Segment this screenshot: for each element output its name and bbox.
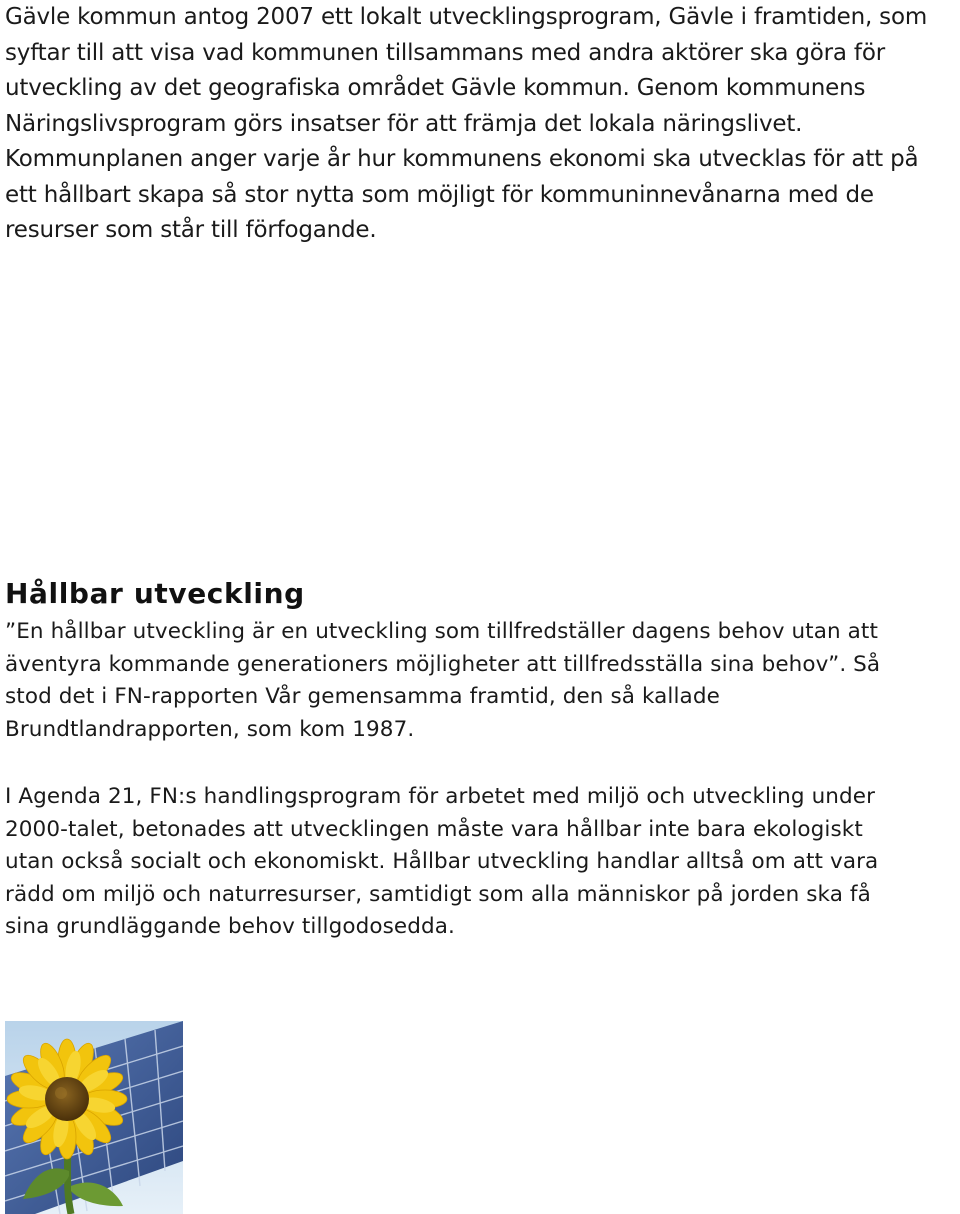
text-line: utveckling av det geografiska området Gävle kommun. Genom kommunens	[5, 75, 866, 101]
sunflower-solar-panel-image	[5, 1021, 183, 1214]
text-line: sina grundläggande behov tillgodosedda.	[5, 914, 455, 939]
text-line: utan också socialt och ekonomiskt. Hållbar utveckling handlar alltså om att vara	[5, 849, 879, 874]
text-line: ett hållbart skapa så stor nytta som möjligt för kommuninnevånarna med de	[5, 181, 874, 208]
section-heading: Hållbar utveckling	[5, 577, 305, 610]
text-line: Kommunplanen anger varje år hur kommunens ekonomi ska utvecklas för att på	[5, 146, 919, 172]
text-line: 2000-talet, betonades att utvecklingen måste vara hållbar inte bara ekologiskt	[5, 816, 863, 842]
agenda21-paragraph	[5, 781, 878, 944]
text-line: Gävle kommun antog 2007 ett lokalt utvecklingsprogram, Gävle i framtiden, som	[5, 4, 928, 30]
text-line: I Agenda 21, FN:s handlingsprogram för arbetet med miljö och utveckling under	[5, 784, 876, 809]
text-line: rädd om miljö och naturresurser, samtidigt som alla människor på jorden ska få	[5, 881, 871, 907]
text-line: ”En hållbar utveckling är en utveckling som tillfredställer dagens behov utan att	[5, 619, 878, 644]
text-line: Brundtlandrapporten, som kom 1987.	[5, 716, 415, 742]
text-line: Näringslivsprogram görs insatser för att främja det lokala näringslivet.	[5, 110, 803, 137]
brundtland-paragraph	[5, 616, 880, 746]
sunflower-center	[45, 1077, 89, 1121]
intro-paragraph	[5, 0, 927, 249]
sunflower-head	[7, 1039, 127, 1159]
text-line: stod det i FN-rapporten Vår gemensamma framtid, den så kallade	[5, 684, 720, 709]
sunflower-solar-panel-illustration	[5, 1021, 183, 1214]
text-line: syftar till att visa vad kommunen tillsammans med andra aktörer ska göra för	[5, 39, 885, 66]
text-line: resurser som står till förfogande.	[5, 217, 377, 243]
text-line: äventyra kommande generationers möjligheter att tillfredsställa sina behov”. Så	[5, 651, 881, 677]
